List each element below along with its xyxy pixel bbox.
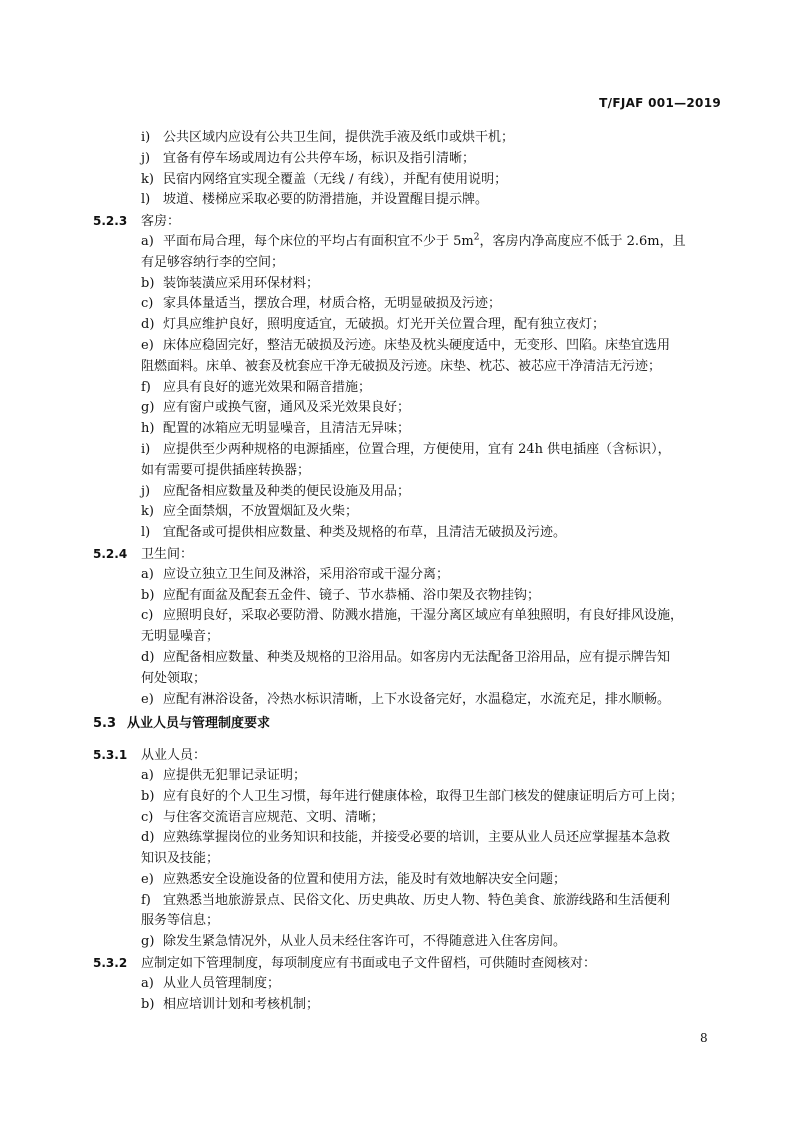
list-item: a) 从业人员管理制度；	[141, 975, 281, 991]
list-item-continuation: 无明显噪音；	[141, 629, 220, 645]
list-item: a) 应提供无犯罪记录证明；	[141, 767, 307, 783]
section-5-2-4-heading: 5.2.4 卫生间：	[93, 546, 194, 562]
list-item-continuation: 阻燃面料。床单、被套及枕套应干净无破损及污迹。床垫、枕芯、被芯应干净清洁无污迹；	[141, 358, 662, 374]
list-item: k) 应全面禁烟，不放置烟缸及火柴；	[141, 504, 359, 520]
list-item: g) 应有窗户或换气窗，通风及采光效果良好；	[141, 400, 411, 416]
list-item-continuation: 知识及技能；	[141, 851, 220, 867]
list-item-continuation: 如有需要可提供插座转换器；	[141, 462, 311, 478]
list-item: d) 灯具应维护良好，照明度适宜，无破损。灯光开关位置合理，配有独立夜灯；	[141, 317, 606, 333]
list-item: j) 宜备有停车场或周边有公共停车场，标识及指引清晰；	[141, 150, 476, 166]
list-item: l) 坡道、楼梯应采取必要的防滑措施，并设置醒目提示牌。	[141, 192, 489, 208]
list-item: a) 平面布局合理，每个床位的平均占有面积宜不少于 $5m^2$，客房内净高度应不低于 2.6m，且	[141, 232, 686, 249]
list-item: f) 宜熟悉当地旅游景点、民俗文化、历史典故、历史人物、特色美食、旅游线路和生活便利	[141, 892, 671, 908]
list-item: h) 配置的冰箱应无明显噪音，且清洁无异味；	[141, 421, 411, 437]
list-item: a) 应设立独立卫生间及淋浴，采用浴帘或干湿分离；	[141, 566, 450, 582]
list-item: b) 应配有面盆及配套五金件、镜子、节水恭桶、浴巾架及衣物挂钩；	[141, 587, 541, 603]
list-item: b) 应有良好的个人卫生习惯，每年进行健康体检，取得卫生部门核发的健康证明后方可上岗；	[141, 788, 684, 804]
list-item: e) 应熟悉安全设施设备的位置和使用方法，能及时有效地解决安全问题；	[141, 871, 567, 887]
list-item: d) 应配备相应数量、种类及规格的卫浴用品。如客房内无法配备卫浴用品，应有提示牌告知	[141, 649, 671, 665]
list-item: d) 应熟练掌握岗位的业务知识和技能，并接受必要的培训，主要从业人员还应掌握基本急救	[141, 830, 671, 846]
list-item: k) 民宿内网络宜实现全覆盖（无线 / 有线），并配有使用说明；	[141, 171, 508, 187]
document-body	[93, 128, 721, 1015]
page-number: 8	[700, 1031, 708, 1045]
list-item: l) 宜配备或可提供相应数量、种类及规格的布草，且清洁无破损及污迹。	[141, 525, 567, 541]
list-item: c) 与住客交流语言应规范、文明、清晰；	[141, 809, 385, 825]
section-5-3-1-heading: 5.3.1 从业人员：	[93, 748, 207, 764]
list-item: f) 应具有良好的遮光效果和隔音措施；	[141, 379, 372, 395]
list-item: e) 床体应稳固完好，整洁无破损及污迹。床垫及枕头硬度适中，无变形、凹陷。床垫宜选用	[141, 337, 671, 353]
list-item: e) 应配有淋浴设备，冷热水标识清晰，上下水设备完好，水温稳定，水流充足，排水顺畅。	[141, 691, 671, 707]
section-5-3-heading: 5.3 从业人员与管理制度要求	[93, 716, 271, 732]
list-item: j) 应配备相应数量及种类的便民设施及用品；	[141, 483, 411, 499]
list-item: c) 家具体量适当，摆放合理，材质合格，无明显破损及污迹；	[141, 296, 502, 312]
list-item: i) 公共区域内应设有公共卫生间，提供洗手液及纸巾或烘干机；	[141, 130, 515, 145]
list-item: g) 除发生紧急情况外，从业人员未经住客许可，不得随意进入住客房间。	[141, 934, 567, 950]
section-5-2-3-heading: 5.2.3 客房：	[93, 214, 181, 230]
list-item-continuation: 有足够容纳行李的空间；	[141, 254, 285, 270]
list-item: i) 应提供至少两种规格的电源插座，位置合理，方便使用，宜有 24h 供电插座（含标识），	[141, 441, 671, 457]
list-item: c) 应照明良好，采取必要防滑、防溅水措施，干湿分离区域应有单独照明，有良好排风设施，	[141, 608, 684, 624]
document-code: T/FJAF 001—2019	[599, 96, 721, 110]
list-item-continuation: 服务等信息；	[141, 913, 220, 929]
list-item: b) 装饰装潢应采用环保材料；	[141, 275, 320, 291]
list-item: b) 相应培训计划和考核机制；	[141, 996, 320, 1012]
list-item-continuation: 何处领取；	[141, 670, 207, 686]
section-5-3-2-heading: 5.3.2 应制定如下管理制度，每项制度应有书面或电子文件留档，可供随时查阅核对：	[93, 956, 597, 972]
